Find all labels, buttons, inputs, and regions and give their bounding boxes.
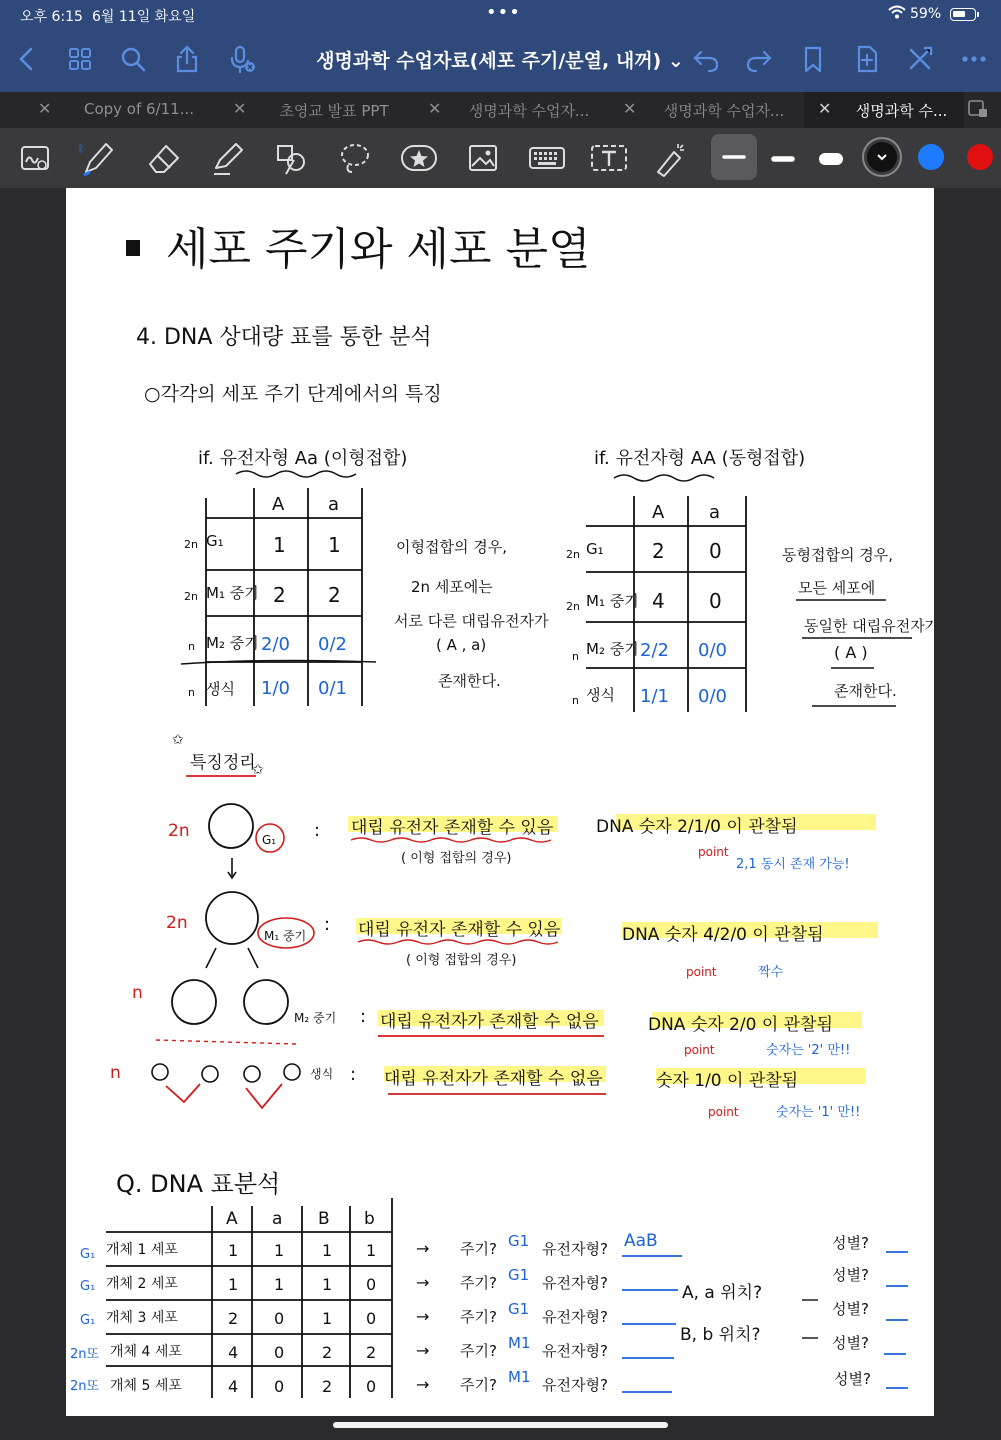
left-row4-stage: 생식 [206, 680, 235, 698]
right-row1-b: 0 [709, 539, 722, 563]
right-row2-b: 0 [709, 589, 722, 613]
left-note-line: 이형접합의 경우, [396, 538, 507, 556]
right-note-line: ( A ) [834, 643, 868, 662]
right-row4-a: 1/1 [640, 686, 669, 707]
tab-label: 초영교 발표 PPT [279, 102, 389, 120]
q-cell: 0 [366, 1377, 377, 1396]
right-row2-a: 4 [652, 589, 665, 613]
q-cycle-prompt: 주기? [460, 1274, 497, 1292]
q-row-tag: G₁ [80, 1279, 96, 1294]
q-geno-prompt: 유전자형? [542, 1308, 608, 1326]
battery-percent: 59% [910, 6, 942, 22]
right-row1-a: 2 [652, 539, 665, 563]
add-page-icon[interactable] [850, 42, 884, 76]
q-cell: 0 [274, 1377, 285, 1396]
tab-label: Copy of 6/11... [83, 100, 195, 118]
q-cell: 0 [366, 1275, 377, 1294]
svg-text:ᛒ: ᛒ [78, 144, 84, 155]
q-cycle-prompt: 주기? [460, 1342, 497, 1360]
colon-mark: : [314, 820, 321, 841]
right-row4-stage: 생식 [586, 686, 615, 704]
image-tool-icon[interactable] [462, 138, 504, 178]
q-row-name: 개체 2 세포 [106, 1276, 178, 1292]
tab-2[interactable] [219, 92, 414, 128]
left-row3-stage: M₂ 중기 [206, 634, 259, 652]
q-sex-prompt: 성별? [834, 1370, 871, 1388]
left-row2-stage: M₁ 중기 [206, 584, 259, 602]
status-bar [0, 0, 1001, 30]
arrow-right-icon: → [416, 1341, 430, 1360]
q-row-tag: G₁ [80, 1247, 96, 1262]
left-row2-a: 2 [273, 583, 286, 607]
summary-row-3 [132, 980, 862, 1058]
summary-extra: 2,1 동시 존재 가능! [736, 857, 850, 872]
q-sex-prompt: 성별? [832, 1334, 869, 1352]
hide-toolbar-icon[interactable] [903, 42, 937, 76]
right-row3-b: 0/0 [698, 640, 727, 661]
q-row-3 [80, 1300, 908, 1345]
q-row-2 [80, 1266, 908, 1303]
left-row1-stage: G₁ [206, 532, 224, 550]
search-icon[interactable] [116, 42, 150, 76]
q-cell: 1 [322, 1241, 333, 1260]
summary-ploidy: n [110, 1063, 121, 1083]
close-icon[interactable]: ✕ [818, 99, 832, 118]
left-row2-b: 2 [328, 583, 341, 607]
zoom-write-icon[interactable] [14, 138, 56, 178]
tab-1[interactable] [24, 92, 219, 128]
q-row-tag: G₁ [80, 1313, 96, 1328]
q-header: a [272, 1209, 283, 1229]
right-note-line: 동형접합의 경우, [782, 546, 893, 564]
eraser-tool-icon[interactable] [142, 138, 184, 178]
summary-title: 특징정리 [190, 753, 256, 773]
summary-text: 대립 유전자가 존재할 수 없음 [384, 1069, 603, 1089]
q-cycle-answer: M1 [508, 1368, 531, 1386]
note-canvas[interactable] [0, 188, 1001, 1440]
right-note-line: 동일한 대립유전자가 [804, 617, 934, 635]
left-row4-a: 1/0 [261, 678, 290, 699]
tab-5-active[interactable] [804, 92, 964, 128]
multitask-dots-icon[interactable]: ••• [486, 2, 521, 23]
more-options-icon[interactable] [957, 42, 991, 76]
right-row2-stage: M₁ 중기 [586, 592, 639, 610]
close-icon[interactable]: ✕ [233, 99, 247, 118]
q-row-1 [80, 1231, 908, 1262]
q-cell: 2 [366, 1343, 377, 1362]
summary-dna: DNA 숫자 2/0 이 관찰됨 [648, 1015, 833, 1035]
q-header: b [364, 1209, 375, 1229]
title-bullet-icon [126, 240, 140, 256]
summary-ploidy: 2n [168, 821, 190, 841]
q-title: Q. DNA 표분석 [116, 1170, 281, 1198]
left-note-line: 서로 다른 대립유전자가 [394, 612, 549, 630]
arrow-right-icon: → [416, 1239, 430, 1258]
q-row-name: 개체 1 세포 [106, 1242, 178, 1258]
q-cycle-prompt: 주기? [460, 1240, 497, 1258]
summary-stage: G₁ [262, 833, 277, 847]
summary-point: point [686, 965, 717, 979]
right-if-label: if. 유전자형 AA (동형접합) [594, 448, 806, 469]
left-row1-b: 1 [328, 533, 341, 557]
summary-stage: M₁ 중기 [264, 929, 307, 943]
drawing-toolbar [0, 128, 1001, 188]
right-row3-ploidy: n [572, 650, 579, 663]
pen-tool-icon[interactable] [76, 138, 118, 178]
nav-bar [0, 32, 1001, 88]
summary-stage: M₂ 중기 [294, 1011, 337, 1025]
q-cell: 1 [366, 1241, 377, 1260]
tab-4[interactable] [609, 92, 804, 128]
close-icon[interactable]: ✕ [623, 99, 637, 118]
q-cell: 2 [228, 1309, 239, 1328]
close-icon[interactable]: ✕ [38, 99, 52, 118]
left-row1-a: 1 [273, 533, 286, 557]
back-chevron-icon[interactable] [10, 42, 44, 76]
close-icon[interactable]: ✕ [428, 99, 442, 118]
summary-sub: ( 이형 접합의 경우) [406, 953, 517, 968]
text-tool-icon[interactable] [588, 138, 630, 178]
left-note-line: 존재한다. [438, 672, 501, 690]
q-cell: 4 [228, 1343, 239, 1362]
colon-mark: : [360, 1006, 367, 1027]
wifi-icon [888, 5, 906, 23]
summary-point: point [708, 1105, 739, 1119]
summary-extra: 숫자는 '1' 만!! [776, 1105, 861, 1120]
q-cell: 1 [274, 1275, 285, 1294]
tab-bar [0, 92, 1001, 128]
summary-point: point [684, 1043, 715, 1057]
q-cell: 2 [322, 1377, 333, 1396]
summary-text: 대립 유전자 존재할 수 있음 [351, 818, 554, 838]
q-cycle-prompt: 주기? [460, 1376, 497, 1394]
summary-text: 대립 유전자 존재할 수 있음 [358, 920, 561, 940]
q-row-tag: 2n또 [70, 1347, 100, 1362]
left-note-line: 2n 세포에는 [411, 578, 493, 596]
q-cell: 0 [366, 1309, 377, 1328]
q-row-tag: 2n또 [70, 1379, 100, 1394]
status-time: 오후 6:15 [20, 9, 83, 25]
q-header: B [318, 1209, 330, 1229]
shapes-tool-icon[interactable] [270, 138, 312, 178]
q-row-name: 개체 4 세포 [110, 1344, 182, 1360]
q-cell: 0 [274, 1309, 285, 1328]
grid-view-icon[interactable] [63, 42, 97, 76]
status-date: 6월 11일 화요일 [92, 9, 196, 25]
left-row3-b: 0/2 [318, 634, 347, 655]
right-note-line: 존재한다. [834, 682, 897, 700]
battery-icon [950, 8, 976, 21]
bookmark-icon[interactable] [796, 42, 830, 76]
left-row4-ploidy: n [188, 686, 195, 699]
q-sex-prompt: 성별? [832, 1266, 869, 1284]
document-title[interactable]: 생명과학 수업자료(세포 주기/분열, 내꺼) ⌄ [316, 50, 684, 72]
q-geno-answer: AaB [624, 1231, 658, 1251]
arrow-right-icon: → [416, 1273, 430, 1292]
note-page[interactable] [66, 188, 934, 1416]
q-cycle-answer: M1 [508, 1334, 531, 1352]
q-geno-prompt: 유전자형? [542, 1342, 608, 1360]
q-cycle-prompt: 주기? [460, 1308, 497, 1326]
q-cell: 1 [228, 1241, 239, 1260]
q-sex-prompt: 성별? [832, 1234, 869, 1252]
stroke-medium-option[interactable] [762, 142, 804, 182]
handwritten-notes [66, 188, 934, 1416]
bullet-heading: ○각각의 세포 주기 단계에서의 특징 [144, 383, 442, 405]
right-row3-a: 2/2 [640, 640, 669, 661]
note-title: 세포 주기와 세포 분열 [166, 224, 591, 275]
summary-row-2 [166, 892, 878, 980]
q-row-4 [70, 1334, 906, 1362]
right-row1-ploidy: 2n [566, 548, 580, 561]
q-geno-prompt: 유전자형? [542, 1274, 608, 1292]
home-indicator[interactable] [333, 1422, 668, 1428]
right-row2-ploidy: 2n [566, 600, 580, 613]
right-note [782, 546, 934, 706]
q-row-5 [70, 1368, 908, 1396]
summary-stage: 생식 [310, 1067, 334, 1081]
stroke-thick-option[interactable] [810, 142, 852, 182]
q-cell: 1 [228, 1275, 239, 1294]
left-note [394, 538, 549, 690]
color-red-swatch[interactable] [967, 144, 993, 170]
undo-icon[interactable] [689, 42, 723, 76]
q-dna-table [106, 1198, 392, 1398]
right-row4-ploidy: n [572, 694, 579, 707]
section-heading: 4. DNA 상대량 표를 통한 분석 [136, 325, 432, 350]
summary-dna: DNA 숫자 4/2/0 이 관찰됨 [622, 925, 824, 945]
top-chrome [0, 0, 1001, 92]
arrow-right-icon: → [416, 1307, 430, 1326]
q-location-a: A, a 위치? [682, 1283, 763, 1303]
star-icon: ✩ [252, 762, 264, 778]
q-sex-prompt: 성별? [832, 1300, 869, 1318]
left-row2-ploidy: 2n [184, 590, 198, 603]
q-cell: 1 [322, 1309, 333, 1328]
redo-icon[interactable] [742, 42, 776, 76]
stroke-thin-selected[interactable] [711, 134, 757, 180]
summary-row-1 [168, 804, 876, 872]
color-blue-swatch[interactable] [918, 144, 944, 170]
left-row4-b: 0/1 [318, 678, 347, 699]
right-row3-stage: M₂ 중기 [586, 640, 639, 658]
q-cycle-answer: G1 [508, 1232, 530, 1250]
left-if-label: if. 유전자형 Aa (이형접합) [198, 448, 408, 469]
summary-ploidy: 2n [166, 913, 188, 933]
split-view-icon[interactable] [968, 100, 988, 118]
left-header-a-lower: a [328, 494, 340, 515]
summary-row-4 [110, 1063, 866, 1120]
q-cell: 4 [228, 1377, 239, 1396]
summary-ploidy: n [132, 983, 143, 1003]
left-row3-ploidy: n [188, 640, 195, 653]
summary-point: point [698, 845, 729, 859]
tab-label: 생명과학 수업자... [663, 102, 785, 120]
highlighter-tool-icon[interactable] [206, 138, 248, 178]
summary-sub: ( 이형 접합의 경우) [401, 851, 512, 866]
right-row4-b: 0/0 [698, 686, 727, 707]
q-cell: 0 [274, 1343, 285, 1362]
color-black-selected[interactable] [867, 142, 897, 172]
left-row3-a: 2/0 [261, 634, 290, 655]
colon-mark: : [324, 914, 331, 935]
right-note-line: 모든 세포에 [798, 579, 876, 597]
right-header-a-lower: a [709, 502, 721, 523]
summary-extra: 숫자는 '2' 만!! [766, 1043, 851, 1058]
tab-3[interactable] [414, 92, 609, 128]
right-header-a-upper: A [652, 502, 665, 523]
q-cycle-answer: G1 [508, 1300, 530, 1318]
keyboard-tool-icon[interactable] [526, 138, 568, 178]
q-geno-prompt: 유전자형? [542, 1376, 608, 1394]
summary-dna: 숫자 1/0 이 관찰됨 [656, 1071, 799, 1091]
q-row-name: 개체 3 세포 [106, 1310, 178, 1326]
q-location-b: B, b 위치? [680, 1325, 761, 1345]
q-cell: 1 [322, 1275, 333, 1294]
microphone-icon[interactable] [224, 42, 258, 76]
tab-label: 생명과학 수... [855, 102, 948, 120]
q-cell: 1 [274, 1241, 285, 1260]
q-header: A [226, 1209, 238, 1229]
q-cycle-answer: G1 [508, 1266, 530, 1284]
arrow-right-icon: → [416, 1375, 430, 1394]
colon-mark: : [350, 1064, 357, 1085]
sticker-tool-icon[interactable] [398, 138, 440, 178]
q-geno-prompt: 유전자형? [542, 1240, 608, 1258]
q-row-name: 개체 5 세포 [110, 1378, 182, 1394]
star-icon: ✩ [172, 732, 184, 748]
summary-dna: DNA 숫자 2/1/0 이 관찰됨 [596, 817, 798, 837]
left-header-a-upper: A [272, 494, 285, 515]
q-cell: 2 [322, 1343, 333, 1362]
lasso-tool-icon[interactable] [334, 138, 376, 178]
summary-text: 대립 유전자가 존재할 수 없음 [380, 1012, 599, 1032]
share-icon[interactable] [170, 42, 204, 76]
left-note-line: ( A , a) [436, 636, 487, 654]
right-row1-stage: G₁ [586, 540, 604, 558]
tab-label: 생명과학 수업자... [468, 102, 590, 120]
summary-extra: 짝수 [758, 965, 784, 980]
laser-pointer-icon[interactable] [648, 138, 690, 178]
left-row1-ploidy: 2n [184, 538, 198, 551]
